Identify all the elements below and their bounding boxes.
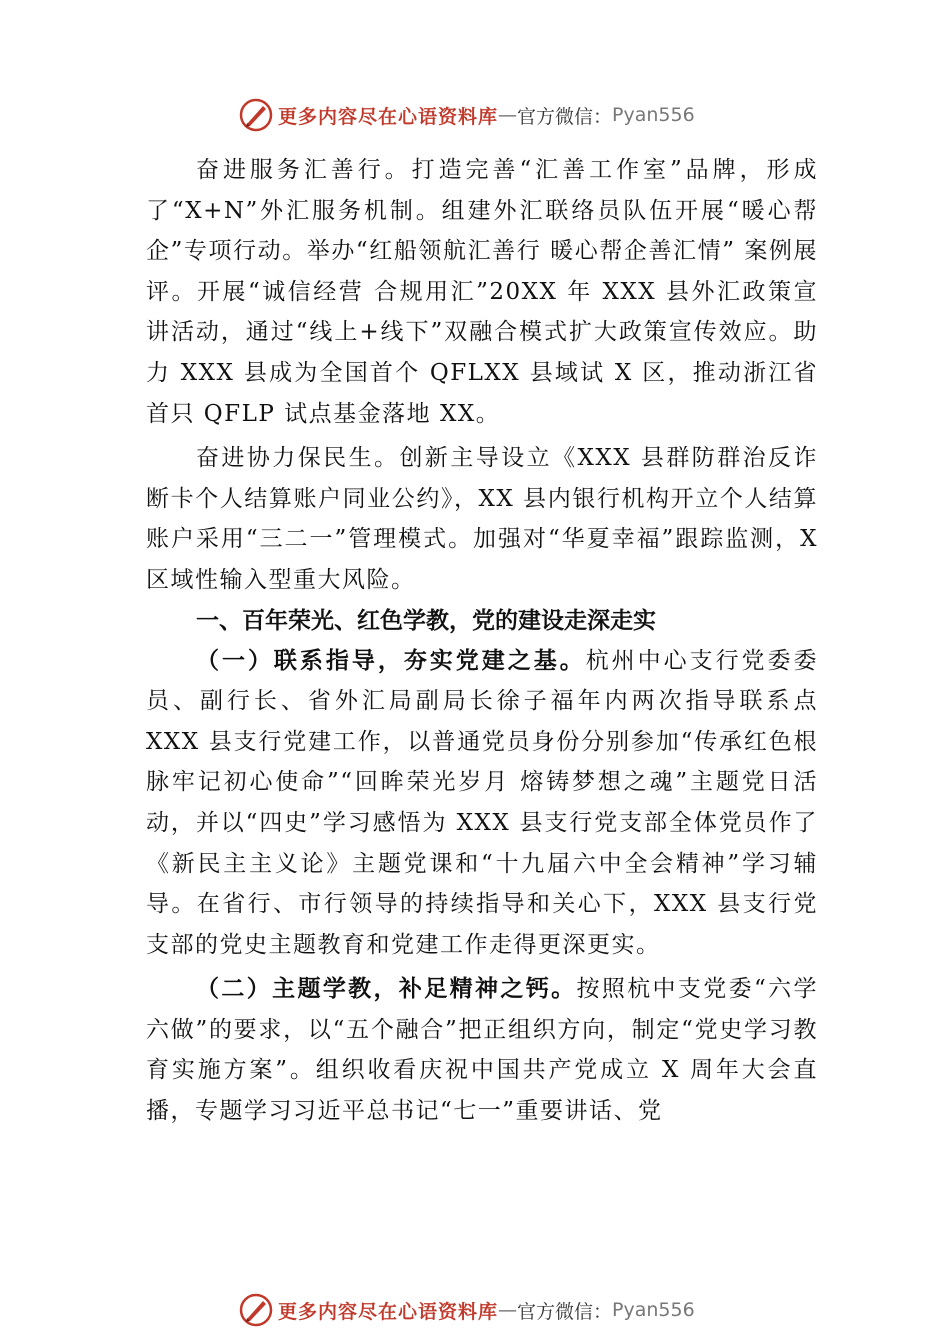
paragraph-foreign-exchange-service: 奋进服务汇善行。打造完善“汇善工作室”品牌，形成了“X+N”外汇服务机制。组建外汇联络员队伍开展“暖心帮企”专项行动。举办“红船领航汇善行 暖心帮企善汇情” 案例展评。开展“诚信经营 合规用汇”20XX 年 XXX 县外汇政策宣讲活动，通过“线上+线下”双融合模式扩大政策宣传效应。助力 XXX 县成为全国首个 QFLXX 县域试 X 区，推动浙江省首只 QFLP 试点基金落地 XX。: [146, 157, 818, 427]
banner-wechat-id: Pyan556: [612, 1299, 695, 1321]
banner-red-text: 更多内容尽在心语资料库: [278, 105, 499, 128]
banner-red-text: 更多内容尽在心语资料库: [278, 1300, 499, 1323]
paragraph-lead-liaison: （一）联系指导，夯实党建之基。: [196, 646, 586, 674]
section-heading-party-building: 一、百年荣光、红色学教，党的建设走深走实: [196, 607, 656, 634]
quill-pen-logo-icon: [238, 97, 274, 133]
footer-watermark-banner: [238, 1290, 758, 1330]
paragraph-theme-education: [146, 969, 818, 1131]
paragraph-liaison-guidance: [146, 641, 818, 966]
paragraph-livelihood: 奋进协力保民生。创新主导设立《XXX 县群防群治反诈断卡个人结算账户同业公约》，XX 县内银行机构开立个人结算账户采用“三二一”管理模式。加强对“华夏幸福”跟踪监测，X 区域性输入型重大风险。: [146, 445, 818, 593]
document-body: [146, 150, 818, 1132]
banner-wechat-id: Pyan556: [612, 104, 695, 126]
header-watermark-banner: [238, 95, 758, 135]
banner-dash: —: [498, 104, 518, 126]
banner-dash: —: [498, 1299, 518, 1321]
quill-pen-logo-icon: [238, 1292, 274, 1328]
banner-wechat-label: 官方微信：: [517, 105, 613, 128]
banner-wechat-label: 官方微信：: [517, 1300, 613, 1323]
paragraph-text-theme: 按照杭中支党委“六学六做”的要求，以“五个融合”把正组织方向，制定“党史学习教育实施方案”。组织收看庆祝中国共产党成立 X 周年大会直播，专题学习习近平总书记“七一”重要讲话、党: [146, 976, 819, 1125]
paragraph-text-liaison: 杭州中心支行党委委员、副行长、省外汇局副局长徐子福年内两次指导联系点 XXX 县支行党建工作，以普通党员身份分别参加“传承红色根脉牢记初心使命”“回眸荣光岁月 熔铸梦想之魂”主题党日活动，并以“四史”学习感悟为 XXX 县支行党支部全体党员作了《新民主主义论》主题党课和“十九届六中全会精神”学习辅导。在省行、市行领导的持续指导和关心下，XXX 县支行党支部的党史主题教育和党建工作走得更深更实。: [146, 647, 819, 958]
paragraph-lead-theme: （二）主题学教，补足精神之钙。: [196, 975, 577, 1003]
